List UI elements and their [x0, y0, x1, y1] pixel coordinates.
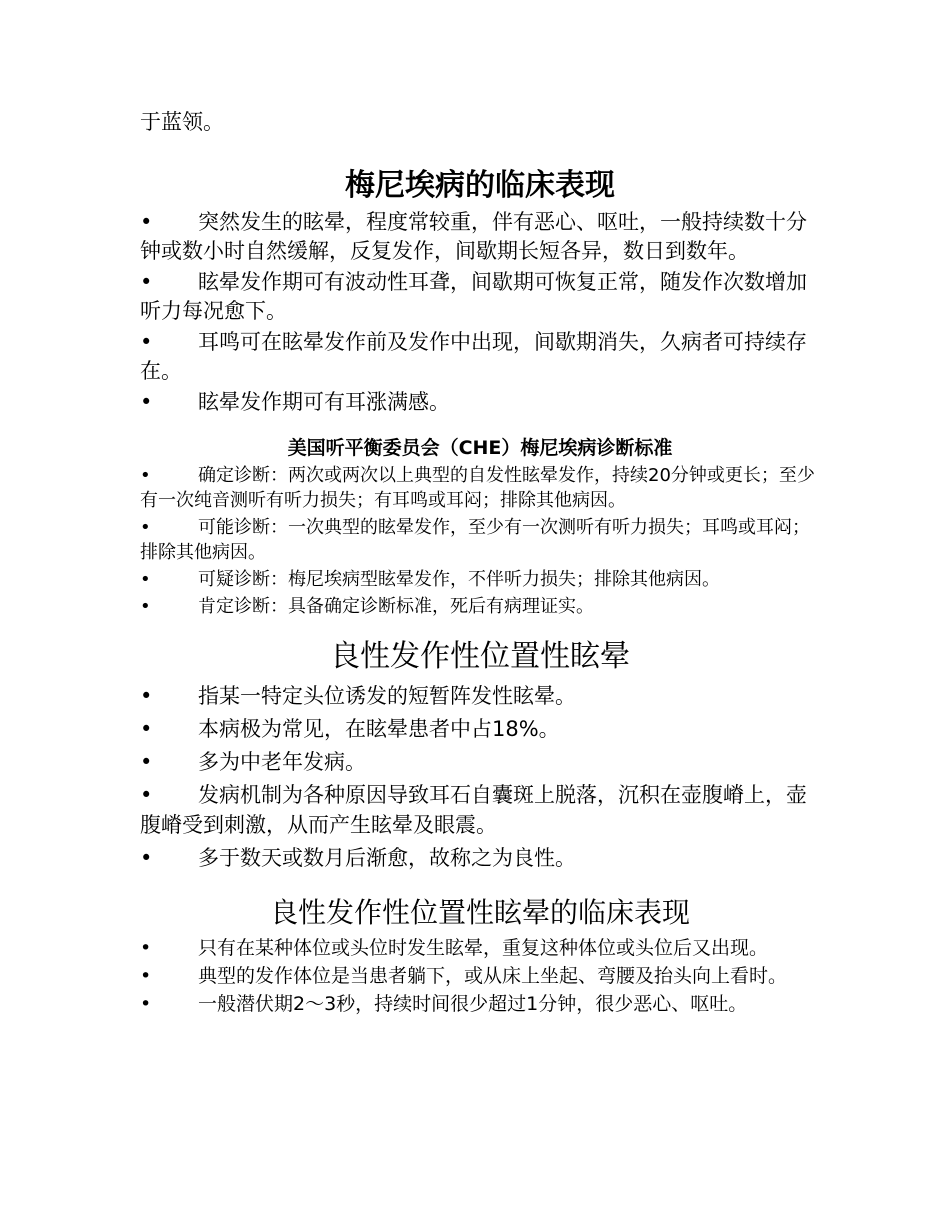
list-item: • 眩晕发作期可有耳涨满感。: [140, 388, 820, 417]
document-page: [140, 108, 820, 1019]
list-item: • 指某一特定头位诱发的短暂阵发性眩晕。: [140, 681, 820, 711]
section-heading-che-criteria: 美国听平衡委员会（CHE）梅尼埃病诊断标准: [287, 437, 673, 459]
list-item: • 突然发生的眩晕，程度常较重，伴有恶心、呕吐，一般持续数十分钟或数小时自然缓解，反复发作，间歇期长短各异，数日到数年。: [140, 210, 807, 263]
bullet-marker: •: [140, 993, 152, 1015]
bullet-marker: •: [140, 684, 153, 708]
bullet-marker: •: [140, 270, 153, 294]
bullet-marker: •: [140, 210, 153, 234]
bullet-list-meniere-clinical: [140, 208, 820, 417]
continuation-text: 于蓝领。: [140, 110, 224, 134]
bullet-marker: •: [140, 750, 153, 774]
bullet-marker: •: [140, 517, 151, 538]
list-item: • 一般潜伏期2～3秒，持续时间很少超过1分钟，很少恶心、呕吐。: [140, 993, 748, 1015]
list-item: • 典型的发作体位是当患者躺下，或从床上坐起、弯腰及抬头向上看时。: [140, 965, 788, 987]
section-heading-meniere-clinical: 梅尼埃病的临床表现: [345, 168, 615, 203]
bullet-marker: •: [140, 390, 153, 414]
list-item: • 多于数天或数月后渐愈，故称之为良性。: [140, 843, 820, 873]
list-item: • 可疑诊断：梅尼埃病型眩晕发作，不伴听力损失；排除其他病因。: [140, 569, 720, 590]
bullet-marker: •: [140, 783, 153, 807]
bullet-marker: •: [140, 717, 153, 741]
list-item: • 发病机制为各种原因导致耳石自囊斑上脱落，沉积在壶腹嵴上，壶腹嵴受到刺激，从而产生眩晕及眼震。: [140, 780, 820, 840]
bullet-marker: •: [140, 846, 153, 870]
section-heading-bppv: 良性发作性位置性眩晕: [330, 639, 630, 674]
list-item: • 耳鸣可在眩晕发作前及发作中出现，间歇期消失，久病者可持续存在。: [140, 330, 807, 383]
list-item: • 多为中老年发病。: [140, 747, 820, 777]
list-item: • 眩晕发作期可有波动性耳聋，间歇期可恢复正常，随发作次数增加听力每况愈下。: [140, 270, 807, 323]
bullet-marker: •: [140, 965, 152, 987]
list-item: • 确定诊断：两次或两次以上典型的自发性眩晕发作，持续20分钟或更长；至少有一次纯音测听有听力损失；有耳鸣或耳闷；排除其他病因。: [140, 465, 815, 511]
bullet-list-bppv-clinical: [140, 935, 820, 1017]
bullet-marker: •: [140, 937, 152, 959]
bullet-marker: •: [140, 465, 151, 486]
list-item: • 只有在某种体位或头位时发生眩晕，重复这种体位或头位后又出现。: [140, 937, 769, 959]
section-heading-bppv-clinical: 良性发作性位置性眩晕的临床表现: [269, 896, 690, 929]
list-item: • 可能诊断：一次典型的眩晕发作，至少有一次测听有听力损失；耳鸣或耳闷；排除其他病因。: [140, 517, 810, 563]
bullet-marker: •: [140, 330, 153, 354]
list-item: • 肯定诊断：具备确定诊断标准，死后有病理证实。: [140, 596, 594, 617]
bullet-list-che-criteria: [140, 463, 820, 619]
bullet-list-bppv: [140, 681, 820, 873]
bullet-marker: •: [140, 569, 151, 590]
bullet-marker: •: [140, 596, 151, 617]
list-item: • 本病极为常见，在眩晕患者中占18%。: [140, 714, 820, 744]
